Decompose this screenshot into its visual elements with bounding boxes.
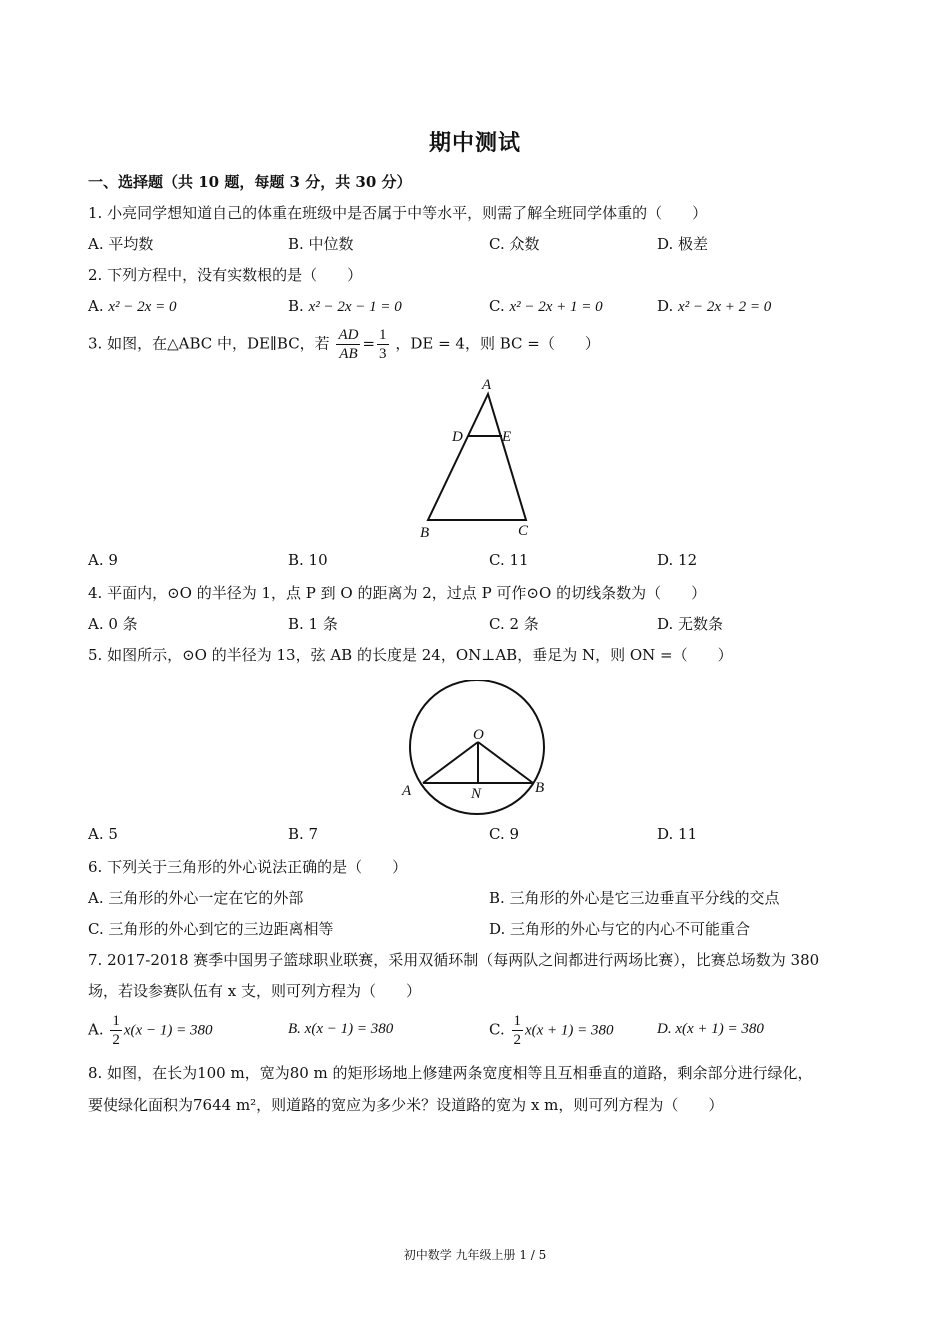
question-5-stem: 5. 如图所示，⊙O 的半径为 13，弦 AB 的长度是 24，ON⊥AB，垂足为 N，则 ON =（ ） <box>88 646 733 664</box>
fraction-denominator: 2 <box>513 1032 521 1048</box>
triangle-abc <box>428 394 526 520</box>
question-4-option-c: C. 2 条 <box>489 615 539 633</box>
label-a: A <box>482 377 492 393</box>
equals-sign: = <box>362 334 376 353</box>
question-6-option-c: C. 三角形的外心到它的三边距离相等 <box>88 920 334 938</box>
question-3-option-b: B. 10 <box>288 551 328 569</box>
question-5-option-b: B. 7 <box>288 825 319 843</box>
question-3-option-d: D. 12 <box>657 551 698 569</box>
fraction-numerator: AD <box>338 327 359 343</box>
page-footer: 初中数学 九年级上册 1 / 5 <box>403 1248 547 1262</box>
fraction-numerator: 1 <box>379 327 387 343</box>
label-a: A <box>402 783 412 799</box>
question-3-option-a: A. 9 <box>88 551 118 569</box>
question-7-option-b: B. x(x − 1) = 380 <box>288 1021 394 1037</box>
question-4-option-b: B. 1 条 <box>288 615 338 633</box>
option-label: A. <box>88 297 104 315</box>
question-4-option-d: D. 无数条 <box>657 615 724 633</box>
option-label: A. <box>88 1020 104 1039</box>
question-2-option-b <box>288 297 402 316</box>
equation: x(x + 1) = 380 <box>525 1022 614 1039</box>
question-7-option-c <box>489 1012 614 1049</box>
question-4-stem: 4. 平面内，⊙O 的半径为 1，点 P 到 O 的距离为 2，过点 P 可作⊙O 的切线条数为（ ） <box>88 584 707 602</box>
question-1-option-d: D. 极差 <box>657 235 709 253</box>
section-heading: 一、选择题（共 10 题，每题 3 分，共 30 分） <box>88 173 412 191</box>
question-7-option-d: D. x(x + 1) = 380 <box>657 1021 764 1037</box>
stem-text: ，DE = 4，则 BC =（ ） <box>395 334 600 353</box>
triangle-figure <box>410 372 540 542</box>
equation: x(x − 1) = 380 <box>123 1022 213 1039</box>
question-3-stem <box>88 326 600 363</box>
question-2-option-c <box>489 297 603 316</box>
option-label: C. <box>489 297 505 315</box>
question-1-option-c: C. 众数 <box>489 235 540 253</box>
segment-oa <box>423 742 478 783</box>
label-e: E <box>502 429 512 445</box>
question-7-option-a <box>88 1012 212 1049</box>
segment-ob <box>478 742 533 783</box>
question-4-option-a: A. 0 条 <box>88 615 138 633</box>
equation: x² − 2x = 0 <box>108 299 177 315</box>
question-6-stem: 6. 下列关于三角形的外心说法正确的是（ ） <box>88 858 408 876</box>
fraction-one-half <box>512 1012 524 1049</box>
fraction-denominator: 2 <box>112 1032 120 1048</box>
question-5-option-c: C. 9 <box>489 825 520 843</box>
fraction-ad-ab <box>336 326 360 363</box>
question-2-option-d <box>657 297 771 316</box>
fraction-numerator: 1 <box>112 1013 120 1029</box>
fraction-denominator: AB <box>339 346 358 362</box>
question-2-option-a <box>88 297 176 316</box>
question-6-option-a: A. 三角形的外心一定在它的外部 <box>88 889 304 907</box>
question-5-option-a: A. 5 <box>88 825 118 843</box>
question-6-option-d: D. 三角形的外心与它的内心不可能重合 <box>489 920 751 938</box>
equation: x² − 2x − 1 = 0 <box>308 299 402 315</box>
option-label: D. <box>657 297 674 315</box>
label-n: N <box>471 786 482 802</box>
question-1-option-a: A. 平均数 <box>88 235 154 253</box>
question-1-option-b: B. 中位数 <box>288 235 354 253</box>
question-1-stem: 1. 小亮同学想知道自己的体重在班级中是否属于中等水平，则需了解全班同学体重的（ ） <box>88 204 708 222</box>
page-title: 期中测试 <box>428 130 521 156</box>
fraction-one-third <box>377 326 389 363</box>
label-o: O <box>473 727 484 743</box>
circle-figure <box>398 680 558 820</box>
option-label: C. <box>489 1020 505 1039</box>
question-8-line-1: 8. 如图，在长为100 m，宽为80 m 的矩形场地上修建两条宽度相等且互相垂直的道路，剩余部分进行绿化， <box>88 1064 813 1082</box>
fraction-one-half <box>110 1012 122 1049</box>
option-label: B. <box>288 297 304 315</box>
label-d: D <box>452 429 463 445</box>
equation: x² − 2x + 2 = 0 <box>678 299 772 315</box>
question-8-line-2: 要使绿化面积为7644 m²，则道路的宽应为多少米？设道路的宽为 x m，则可列方程为（ ） <box>88 1096 724 1114</box>
question-2-stem: 2. 下列方程中，没有实数根的是（ ） <box>88 266 363 284</box>
stem-text: 3. 如图，在△ABC 中，DE∥BC，若 <box>88 334 330 353</box>
question-5-option-d: D. 11 <box>657 825 698 843</box>
label-b: B <box>535 780 545 796</box>
question-6-option-b: B. 三角形的外心是它三边垂直平分线的交点 <box>489 889 780 907</box>
question-7-line-2: 场，若设参赛队伍有 x 支，则可列方程为（ ） <box>88 982 421 1000</box>
question-3-option-c: C. 11 <box>489 551 529 569</box>
fraction-denominator: 3 <box>379 346 387 362</box>
fraction-numerator: 1 <box>513 1013 521 1029</box>
question-7-line-1: 7. 2017-2018 赛季中国男子篮球职业联赛，采用双循环制（每两队之间都进行两场比赛），比赛总场数为 380 <box>88 951 820 969</box>
equation: x² − 2x + 1 = 0 <box>509 299 603 315</box>
label-c: C <box>518 523 529 539</box>
label-b: B <box>420 525 430 541</box>
